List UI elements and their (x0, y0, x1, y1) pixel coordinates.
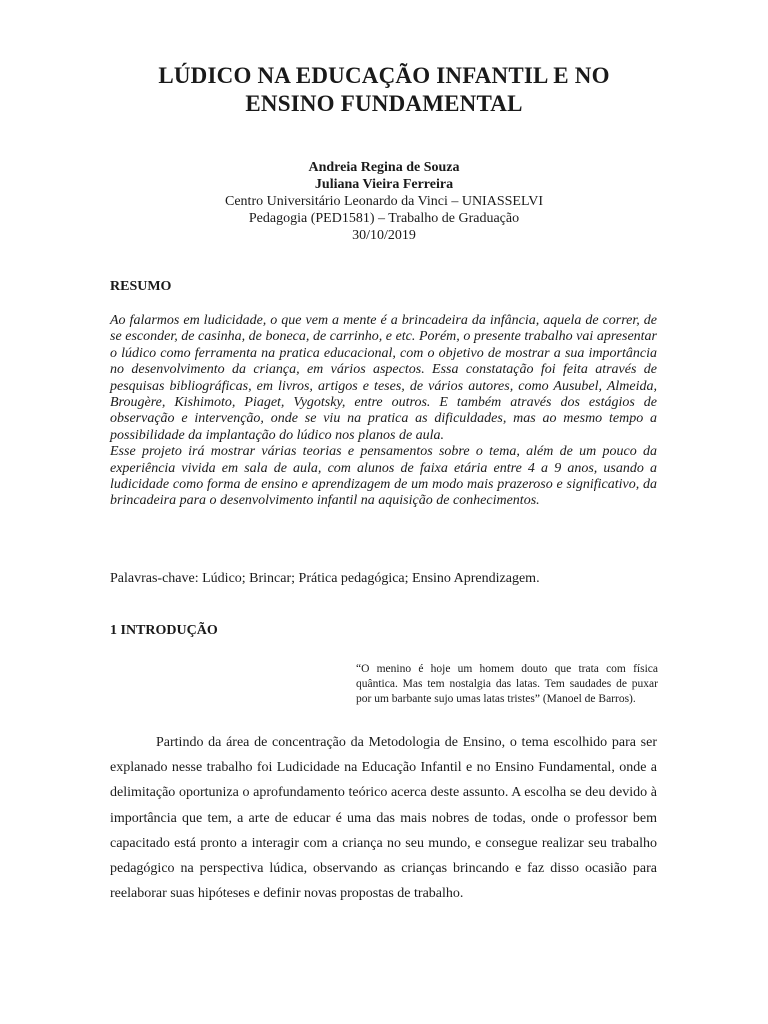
abstract-paragraph: Esse projeto irá mostrar várias teorias e pensamentos sobre o tema, além de um pouco da experiência vivida em sala de aula, com alunos de faixa etária entre 4 a 9 anos, usando a ludicidade como forma de ensino e aprendizagem de um modo mais prazeroso e significativo, da brincadeira para o desenvolvimento infantil na aquisição de conhecimentos. (110, 444, 657, 509)
author-block (80, 159, 688, 244)
document-date: 30/10/2019 (352, 228, 416, 243)
abstract-body (110, 313, 657, 510)
abstract-paragraph: Ao falarmos em ludicidade, o que vem a mente é a brincadeira da infância, aquela de correr, de se esconder, de casinha, de boneca, de carrinho, e etc. Porém, o presente trabalho vai apresentar o lúdico como ferramenta na pratica educacional, com o objetivo de mostrar a sua importância no desenvolvimento da criança, em vários aspectos. Essa constatação foi feita através de pesquisas bibliográficas, em livros, artigos e teses, de vários autores, como Ausubel, Almeida, Brougère, Kishimoto, Piaget, Vygotsky, entre outros. E também através dos estágios de observação e intervenção, onde se viu na pratica as dificuldades, mas ao mesmo tempo a possibilidade da implantação do lúdico nos planos de aula. (110, 313, 657, 443)
keywords: Palavras-chave: Lúdico; Brincar; Prática pedagógica; Ensino Aprendizagem. (110, 571, 540, 586)
introduction-heading: 1 INTRODUÇÃO (110, 623, 218, 638)
author-name: Andreia Regina de Souza (308, 160, 460, 175)
abstract-heading: RESUMO (110, 279, 172, 294)
course-info: Pedagogia (PED1581) – Trabalho de Graduação (248, 211, 520, 226)
introduction-paragraph: Partindo da área de concentração da Metodologia de Ensino, o tema escolhido para ser explanado nesse trabalho foi Ludicidade na Educação Infantil e no Ensino Fundamental, onde a delimitação oportuniza o aprofundamento teórico acerca deste assunto. A escolha se deu devido à importância que tem, a arte de educar é uma das mais nobres de todas, onde o professor bem capacitado está pronto a interagir com a criança no seu mundo, e consegue realizar seu trabalho pedagógico na perspectiva lúdica, observando as crianças brincando e faz disso ocasião para reelaborar suas hipóteses e definir novas propostas de trabalho. (110, 735, 657, 902)
author-name: Juliana Vieira Ferreira (314, 177, 454, 192)
document-title (80, 62, 688, 118)
title-line: LÚDICO NA EDUCAÇÃO INFANTIL E NO (158, 63, 610, 88)
title-line: ENSINO FUNDAMENTAL (245, 91, 523, 116)
epigraph-quote: “O menino é hoje um homem douto que trata com física quântica. Mas tem nostalgia das latas. Tem saudades de puxar por um barbante sujo umas latas tristes” (Manoel de Barros). (356, 663, 658, 705)
institution: Centro Universitário Leonardo da Vinci – UNIASSELVI (225, 194, 543, 209)
